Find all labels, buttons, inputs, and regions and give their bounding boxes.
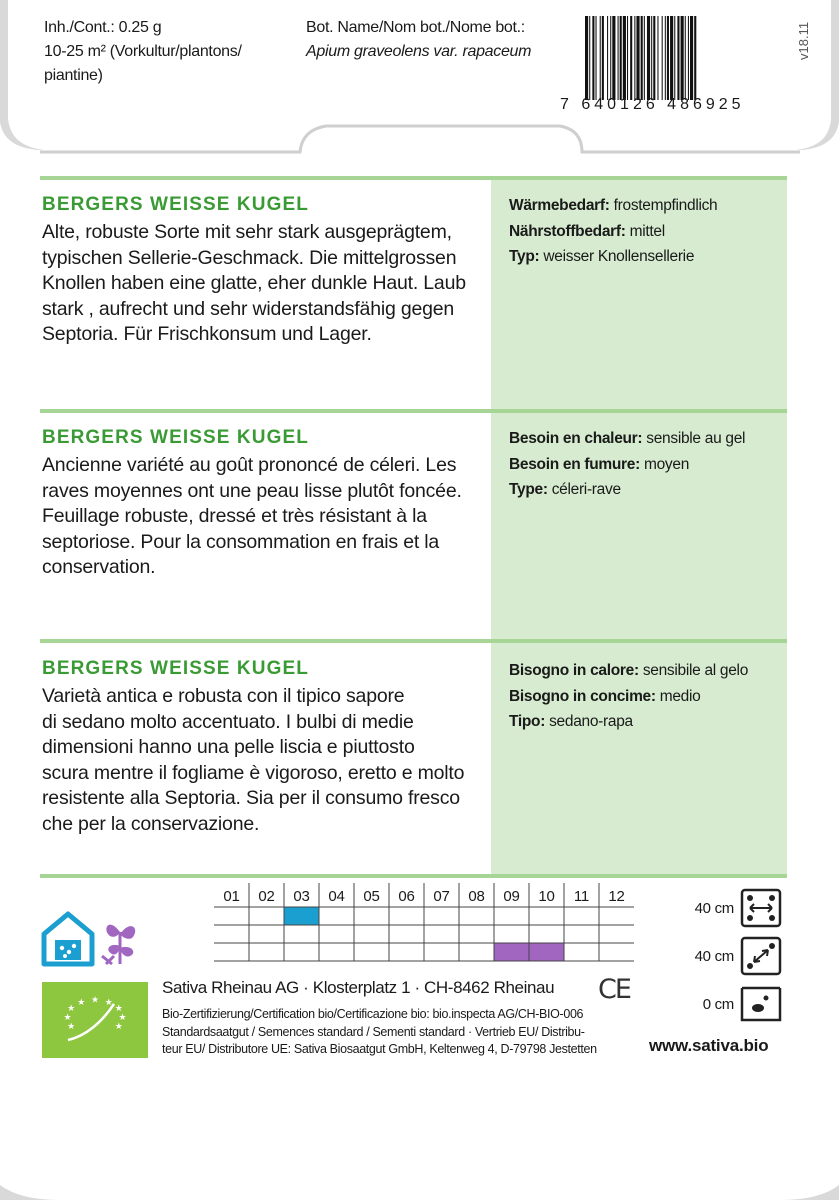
barcode-bar [592, 16, 594, 100]
barcode-bar [677, 16, 679, 100]
prop-value: frostempfindlich [609, 197, 718, 214]
desc-line: Ancienne variété au goût prononcé de céleri. Les [42, 454, 457, 476]
version-label: v18.11 [796, 21, 811, 60]
prop-row [509, 709, 748, 735]
barcode-bar [634, 16, 635, 100]
prop-row [509, 244, 717, 270]
calendar-month-label: 10 [538, 888, 555, 905]
prop-value: weisser Knollensellerie [539, 248, 695, 265]
desc-line: scura mentre il fogliame è vigoroso, eretto e molto [42, 761, 465, 784]
eu-star: ★ [104, 996, 113, 1007]
content-weight: Inh./Cont.: 0.25 g [44, 19, 162, 36]
certification-info [162, 1006, 597, 1059]
calendar-cell-marked [494, 943, 529, 961]
content-area: 10-25 m² (Vorkultur/plantons/ [44, 43, 242, 60]
variety-description [42, 453, 494, 581]
variety-description [42, 684, 494, 837]
calendar-month-label: 05 [363, 888, 380, 905]
prop-value: moyen [639, 455, 690, 473]
calendar-month-label: 04 [328, 888, 345, 905]
barcode-bar [596, 16, 597, 100]
prop-label: Type: [509, 481, 548, 498]
plant-spacing-value: 40 cm [694, 948, 734, 965]
row-spacing-icon [740, 888, 782, 928]
barcode-bar [607, 16, 608, 100]
barcode-bar [641, 16, 643, 100]
eu-star: ★ [63, 1012, 72, 1022]
prop-label: Typ: [509, 248, 540, 265]
sowing-depth-value: 0 cm [702, 996, 734, 1013]
barcode-bar [670, 16, 673, 100]
eu-star: ★ [114, 1003, 123, 1014]
desc-line: Feuillage robuste, dressé et très résistant à la [42, 505, 427, 527]
prop-row [509, 658, 748, 684]
website-link[interactable]: www.sativa.bio [649, 1036, 769, 1055]
calendar-month-label: 03 [293, 888, 310, 905]
calendar-month-label: 08 [468, 888, 485, 905]
botanical-name-block [306, 16, 531, 64]
prop-value: céleri-rave [547, 481, 621, 498]
barcode-bar [674, 16, 675, 100]
desc-line: Septoria. Für Frischkonsum und Lager. [42, 323, 372, 345]
barcode-bar [620, 16, 622, 100]
prop-value: sensibile al gelo [638, 662, 749, 679]
content-area-cont: piantine) [44, 67, 103, 84]
company-address: Sativa Rheinau AG · Klosterplatz 1 · CH-8462 Rheinau [162, 978, 555, 997]
barcode-bar [653, 16, 655, 100]
barcode-bar [644, 16, 645, 100]
desc-line: conservation. [42, 556, 156, 578]
prop-row [509, 477, 745, 503]
barcode-bar [636, 16, 639, 100]
barcode-bar [602, 16, 604, 100]
barcode-bar [623, 16, 626, 100]
barcode-bar [651, 16, 652, 100]
prop-row [509, 193, 717, 219]
desc-line: che per la conservazione. [42, 812, 260, 835]
calendar-grid [214, 903, 634, 965]
desc-line: stark , aufrecht und sehr widerstandsfähig gegen [42, 297, 455, 320]
prop-value: medio [655, 687, 701, 705]
calendar-cell-marked [529, 943, 564, 961]
desc-line: septoriose. Pour la consommation en frais et la [42, 530, 440, 553]
barcode-bar [585, 16, 588, 100]
barcode-bar [647, 16, 650, 100]
calendar-month-label: 02 [258, 888, 275, 905]
prop-label: Nährstoffbedarf: [509, 222, 626, 240]
variety-description [42, 220, 494, 348]
plant-spacing-icon [740, 936, 782, 976]
prop-row [509, 426, 745, 452]
prop-label: Wärmebedarf: [509, 197, 610, 214]
desc-line: Alte, robuste Sorte mit sehr stark ausgeprägtem, [42, 221, 452, 243]
barcode-bar [589, 16, 590, 100]
barcode-bar [667, 16, 669, 100]
prop-label: Besoin en fumure: [509, 455, 640, 473]
eu-star: ★ [67, 1020, 76, 1031]
barcode-bar [685, 16, 686, 100]
calendar-month-label: 01 [223, 888, 240, 905]
barcode-bar [618, 16, 619, 100]
barcode-number: 7 640126 486925 [560, 96, 745, 113]
barcode-bar [657, 16, 658, 100]
eu-star: ★ [90, 994, 100, 1005]
calendar-month-label: 07 [433, 888, 450, 905]
barcode-bar [694, 16, 696, 100]
eu-star: ★ [114, 1020, 123, 1031]
barcode-bar [612, 16, 615, 100]
prop-label: Bisogno in concime: [509, 687, 656, 705]
barcode-bar [665, 16, 666, 100]
variety-title: BERGERS WEISSE KUGEL [42, 658, 309, 679]
properties-french [509, 426, 745, 503]
sowing-depth-icon [740, 984, 782, 1024]
barcode-bar [600, 16, 601, 100]
eu-star: ★ [118, 1012, 127, 1022]
ce-mark: CE [598, 974, 630, 1005]
calendar-month-label: 12 [608, 888, 625, 905]
desc-line: Varietà antica e robusta con il tipico sapore [42, 685, 405, 707]
calendar-cell-marked [284, 907, 319, 925]
eu-star: ★ [77, 996, 86, 1007]
row-spacing-value: 40 cm [694, 900, 734, 917]
barcode-bar [690, 16, 693, 100]
desc-line: Knollen haben eine glatte, eher dunkle Haut. Laub [42, 272, 466, 294]
barcode [585, 16, 787, 100]
prop-label: Besoin en chaleur: [509, 430, 643, 447]
harvest-plant-icon [98, 912, 142, 968]
botanical-name: Apium graveolens var. rapaceum [306, 43, 532, 60]
prop-row [509, 452, 745, 478]
prop-row [509, 219, 717, 245]
sowing-calendar [214, 888, 634, 965]
properties-german [509, 193, 717, 270]
prop-label: Tipo: [509, 713, 546, 730]
prop-row [509, 684, 748, 710]
calendar-month-label: 06 [398, 888, 415, 905]
certification-line: Bio-Zertifizierung/Certification bio/Certificazione bio: bio.inspecta AG/CH-BIO-006 [162, 1007, 584, 1021]
desc-line: di sedano molto accentuato. I bulbi di medie [42, 710, 414, 733]
prop-value: mittel [625, 222, 665, 240]
prop-value: sedano-rapa [545, 713, 633, 730]
desc-line: typischen Sellerie-Geschmack. Die mittelgrossen [42, 246, 457, 269]
calendar-month-label: 11 [573, 888, 590, 905]
barcode-bar [688, 16, 689, 100]
prop-label: Bisogno in calore: [509, 662, 639, 679]
prop-value: sensible au gel [642, 430, 746, 447]
distributor-line: teur EU/ Distributore UE: Sativa Biosaatgut GmbH, Keltenweg 4, D-79798 Jestetten [162, 1042, 597, 1056]
desc-line: dimensioni hanno una pelle liscia e piuttosto [42, 736, 415, 758]
desc-line: raves moyennes ont une peau lisse plutôt foncée. [42, 479, 462, 502]
barcode-bar [662, 16, 663, 100]
barcode-bar [627, 16, 628, 100]
botanical-name-label: Bot. Name/Nom bot./Nome bot.: [306, 19, 525, 36]
content-info [44, 16, 242, 88]
standard-seed-line: Standardsaatgut / Semences standard / Sementi standard · Vertrieb EU/ Distribu- [162, 1024, 585, 1039]
variety-title: BERGERS WEISSE KUGEL [42, 194, 309, 215]
barcode-bar [681, 16, 684, 100]
barcode-bar [610, 16, 611, 100]
greenhouse-sowing-icon [40, 910, 96, 968]
eu-star: ★ [67, 1003, 76, 1014]
properties-italian [509, 658, 748, 735]
desc-line: resistente alla Septoria. Sia per il consumo fresco [42, 787, 460, 809]
eu-organic-logo [42, 982, 148, 1058]
calendar-month-label: 09 [503, 888, 520, 905]
variety-title: BERGERS WEISSE KUGEL [42, 427, 309, 448]
barcode-bar [630, 16, 632, 100]
